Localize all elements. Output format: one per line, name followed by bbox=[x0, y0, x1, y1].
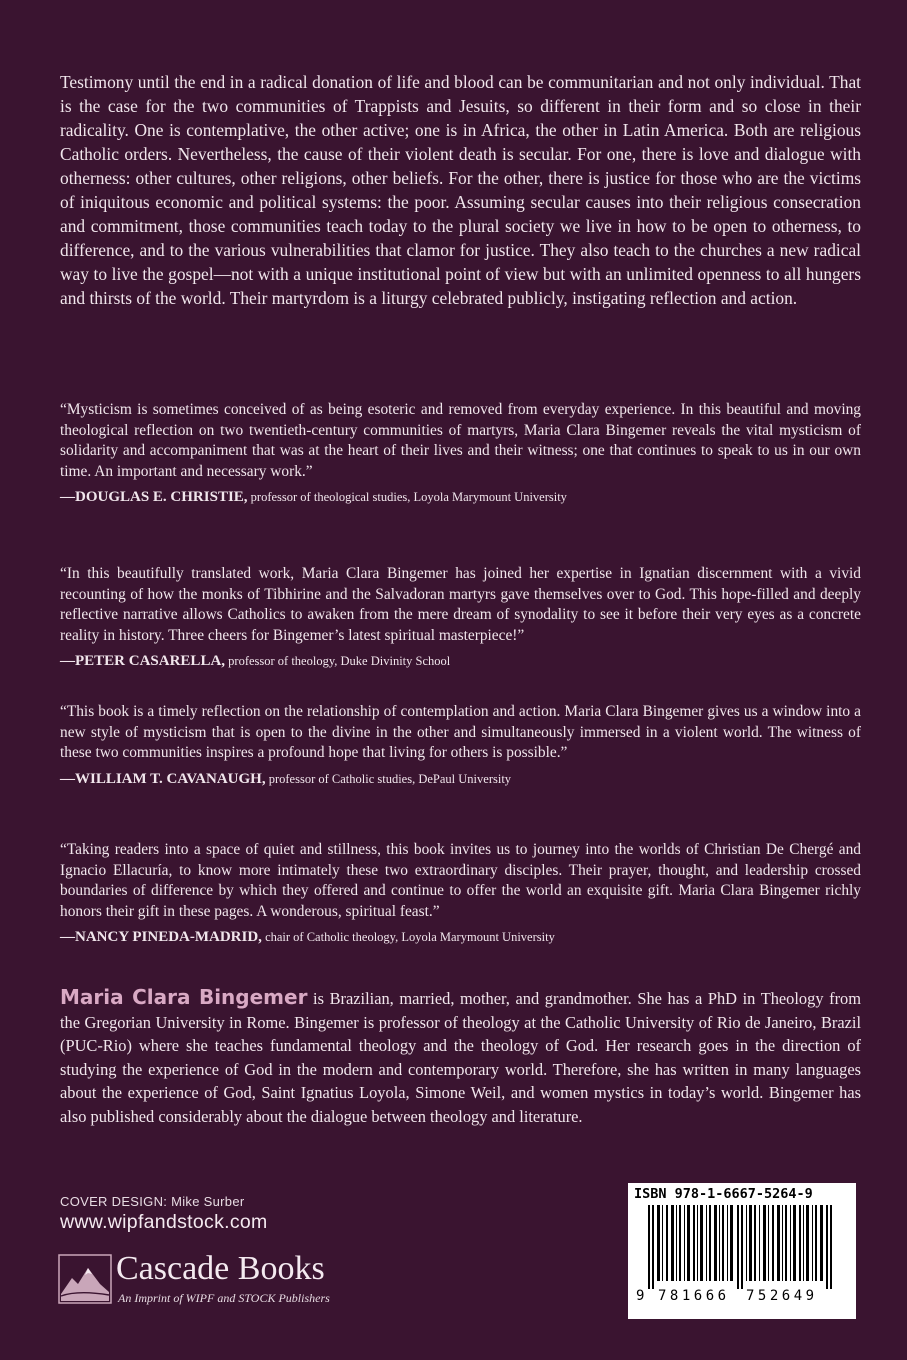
endorsement-attribution bbox=[60, 652, 861, 670]
author-bio-text: is Brazilian, married, mother, and grandmother. She has a PhD in Theology from the Gregorian University in Rome. Bingemer is professor of theology at the Catholic University of Rio de Janeiro, Brazil (PUC-Rio) where she teaches fundamental theology and the theology of God. Her research goes in the direction of studying the experience of God in the modern and contemporary world. Therefore, she has written in many languages about the experience of God, Saint Ignatius Loyola, Simone Weil, and women mystics in today’s world. Bingemer has also published considerably about the dialogue between theology and literature. bbox=[60, 989, 861, 1126]
endorser-name: —PETER CASARELLA, bbox=[60, 653, 226, 669]
publisher-subtitle: An Imprint of WIPF and STOCK Publishers bbox=[118, 1291, 330, 1305]
endorsement-quote: “In this beautifully translated work, Maria Clara Bingemer has joined her expertise in Ignatian discernment with a vivid recounting of how the monks of Tibhirine and the Salvadoran martyrs gave themselves over to God. This hope-filled and deeply reflective narrative allows Catholics to awaken from the mere dream of synodality to see it before their very eyes as a concrete reality in history. Three cheers for Bingemer’s latest spiritual masterpiece!” bbox=[60, 565, 861, 644]
isbn-barcode bbox=[628, 1183, 856, 1319]
back-cover bbox=[60, 70, 861, 1126]
barcode-digits-right: 752649 bbox=[746, 1288, 818, 1304]
endorsement-quote: “Mysticism is sometimes conceived of as being esoteric and removed from everyday experience. In this beautiful and moving theological reflection on two twentieth-century communities of martyrs, Maria Clara Bingemer reveals the vital mysticism of solidarity and accompaniment that was at the heart of their lives and their witness; one that continues to speak to us in our own time. An important and necessary work.” bbox=[60, 401, 861, 480]
barcode-digit-lead: 9 bbox=[636, 1288, 645, 1304]
endorser-name: —NANCY PINEDA-MADRID, bbox=[60, 929, 262, 945]
publisher-website[interactable]: www.wipfandstock.com bbox=[60, 1211, 268, 1233]
credits bbox=[60, 1194, 268, 1234]
endorsement-attribution bbox=[60, 928, 861, 946]
author-name: Maria Clara Bingemer bbox=[60, 985, 308, 1009]
endorsement-1 bbox=[60, 400, 861, 506]
endorser-name: —DOUGLAS E. CHRISTIE, bbox=[60, 489, 248, 505]
endorsement-4 bbox=[60, 840, 861, 946]
endorsement-attribution bbox=[60, 770, 861, 788]
endorser-title: chair of Catholic theology, Loyola Marymount University bbox=[265, 930, 555, 944]
endorsement-quote: “This book is a timely reflection on the relationship of contemplation and action. Maria Clara Bingemer gives us a window into a new style of mysticism that is open to the divine in the other and simultaneously immersed in a violent world. The witness of these two communities inspires a profound hope that living for others is possible.” bbox=[60, 703, 861, 761]
mountain-logo-icon bbox=[58, 1254, 112, 1304]
endorsement-3 bbox=[60, 702, 861, 788]
endorser-title: professor of Catholic studies, DePaul University bbox=[268, 771, 512, 786]
barcode-digits-left: 781666 bbox=[658, 1288, 730, 1304]
cover-design-credit: COVER DESIGN: Mike Surber bbox=[60, 1194, 245, 1209]
endorsement-quote: “Taking readers into a space of quiet and stillness, this book invites us to journey into the worlds of Christian De Chergé and Ignacio Ellacuría, to know more intimately these two extraordinary disciples. Their prayer, thought, and leadership crossed boundaries of difference by which they offered and continue to offer the world an exquisite gift. Maria Clara Bingemer richly honors their gift in these pages. A wonderous, spiritual feast.” bbox=[60, 841, 861, 920]
endorser-name: —WILLIAM T. CAVANAUGH, bbox=[60, 770, 266, 787]
author-bio bbox=[60, 986, 861, 1128]
book-description: Testimony until the end in a radical donation of life and blood can be communitarian and not only individual. That is the case for the two communities of Trappists and Jesuits, so different in their form and so close in their radicality. One is contemplative, the other active; one is in Africa, the other in Latin America. Both are religious Catholic orders. Nevertheless, the cause of their violent death is secular. For one, there is love and dialogue with otherness: other cultures, other religions, other beliefs. For the other, there is justice for those who are the victims of iniquitous economic and political systems: the poor. Assuming secular causes into their religious consecration and commitment, those communities teach today to the plural society we live in how to be open to otherness, to difference, and to the various vulnerabilities that clamor for justice. They also teach to the churches a new radical way to live the gospel—not with a unique institutional point of view but with an unlimited openness to all hungers and thirsts of the world. Their martyrdom is a liturgy celebrated publicly, instigating reflection and action. bbox=[60, 72, 861, 308]
barcode-bars-icon bbox=[636, 1205, 848, 1289]
endorser-title: professor of theology, Duke Divinity School bbox=[228, 654, 451, 668]
publisher-name: Cascade Books bbox=[116, 1250, 325, 1287]
isbn-number: ISBN 978-1-6667-5264-9 bbox=[634, 1186, 813, 1202]
publisher-logo bbox=[58, 1252, 388, 1312]
endorsement-attribution bbox=[60, 488, 861, 506]
endorser-title: professor of theological studies, Loyola Marymount University bbox=[250, 490, 567, 504]
endorsement-2 bbox=[60, 564, 861, 670]
